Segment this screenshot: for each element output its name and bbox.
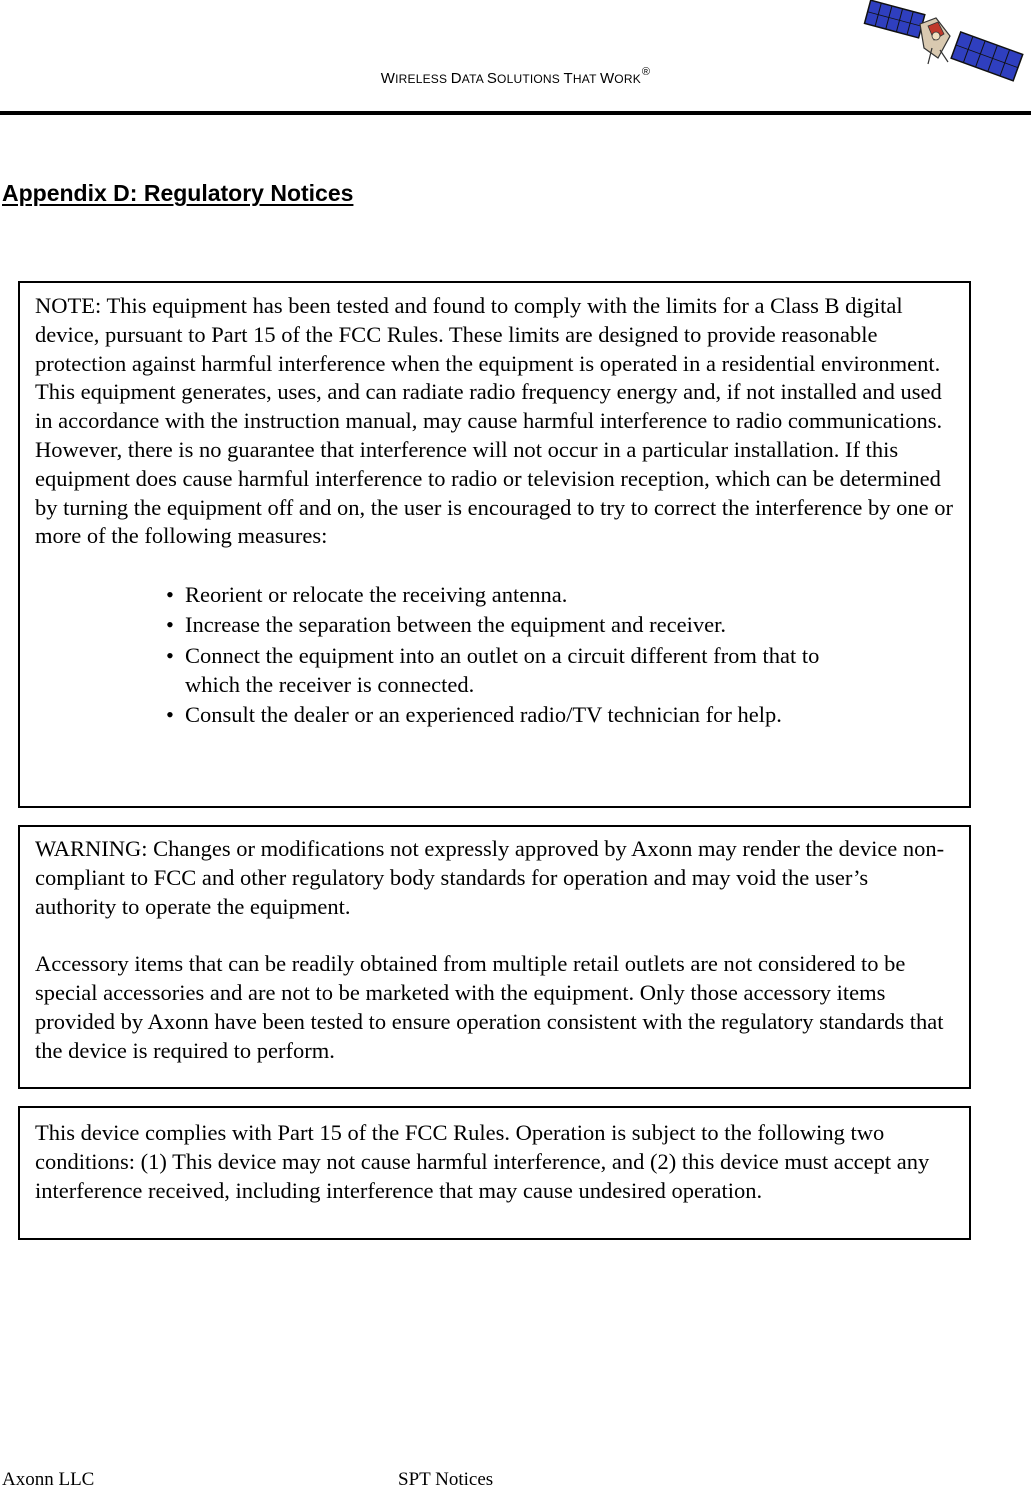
bullet-icon: • <box>166 612 174 638</box>
bullet-icon: • <box>166 642 174 668</box>
part15-box <box>18 1106 971 1240</box>
footer-document: SPT Notices <box>398 1469 494 1490</box>
part15-paragraph: This device complies with Part 15 of the FCC Rules. Operation is subject to the following two conditions: (1) This device may not cause harmful interference, and (2) this device must accept any interference received, including interference that may cause undesired operation. <box>35 1120 930 1203</box>
list-item: • Consult the dealer or an experienced radio/TV technician for help. <box>35 701 825 730</box>
accessory-paragraph: Accessory items that can be readily obtained from multiple retail outlets are not considered to be special accessories and are not to be marketed with the equipment. Only those accessory items provided by Axonn have been tested to ensure operation consistent with the regulatory standards that the device is required to perform. <box>35 951 944 1063</box>
satellite-left-panel <box>865 0 925 38</box>
list-item: • Reorient or relocate the receiving antenna. <box>35 581 825 610</box>
satellite-body <box>920 18 950 64</box>
note-paragraph: NOTE: This equipment has been tested and found to comply with the limits for a Class B digital device, pursuant to Part 15 of the FCC Rules. These limits are designed to provide reasonable protection against harmful interference when the equipment is operated in a residential environment. This equipment generates, uses, and can radiate radio frequency energy and, if not installed and used in accordance with the instruction manual, may cause harmful interference to radio communications. However, there is no guarantee that interference will not occur in a particular installation. If this equipment does cause harmful interference to radio or television reception, which can be determined by turning the equipment off and on, the user is encouraged to try to correct the interference by one or more of the following measures: <box>35 293 954 549</box>
page-title: Appendix D: Regulatory Notices <box>2 180 354 206</box>
bullet-icon: • <box>166 582 174 608</box>
satellite-right-panel <box>951 32 1023 81</box>
bullet-icon: • <box>166 701 174 727</box>
note-box <box>18 281 971 808</box>
tagline-word-5: WORK <box>599 70 641 87</box>
tagline-word-3: SOLUTIONS <box>486 70 564 87</box>
warning-box <box>18 825 971 1089</box>
footer-company: Axonn LLC <box>2 1469 95 1490</box>
list-item: • Connect the equipment into an outlet on a circuit different from that to which the receiver is connected. <box>166 642 820 697</box>
tagline-word-4: THAT <box>563 70 600 87</box>
registered-mark: ® <box>641 66 651 78</box>
header-divider <box>0 111 1031 115</box>
tagline-word-2: DATA <box>450 70 487 87</box>
tagline-word-1: WIRELESS <box>380 70 451 87</box>
list-item: • Increase the separation between the equipment and receiver. <box>35 611 825 640</box>
satellite-logo <box>858 0 1026 90</box>
measures-list <box>35 581 955 729</box>
warning-paragraph: WARNING: Changes or modifications not expressly approved by Axonn may render the device non-compliant to FCC and other regulatory body standards for operation and may void the user’s authority to operate the equipment. <box>35 836 945 919</box>
